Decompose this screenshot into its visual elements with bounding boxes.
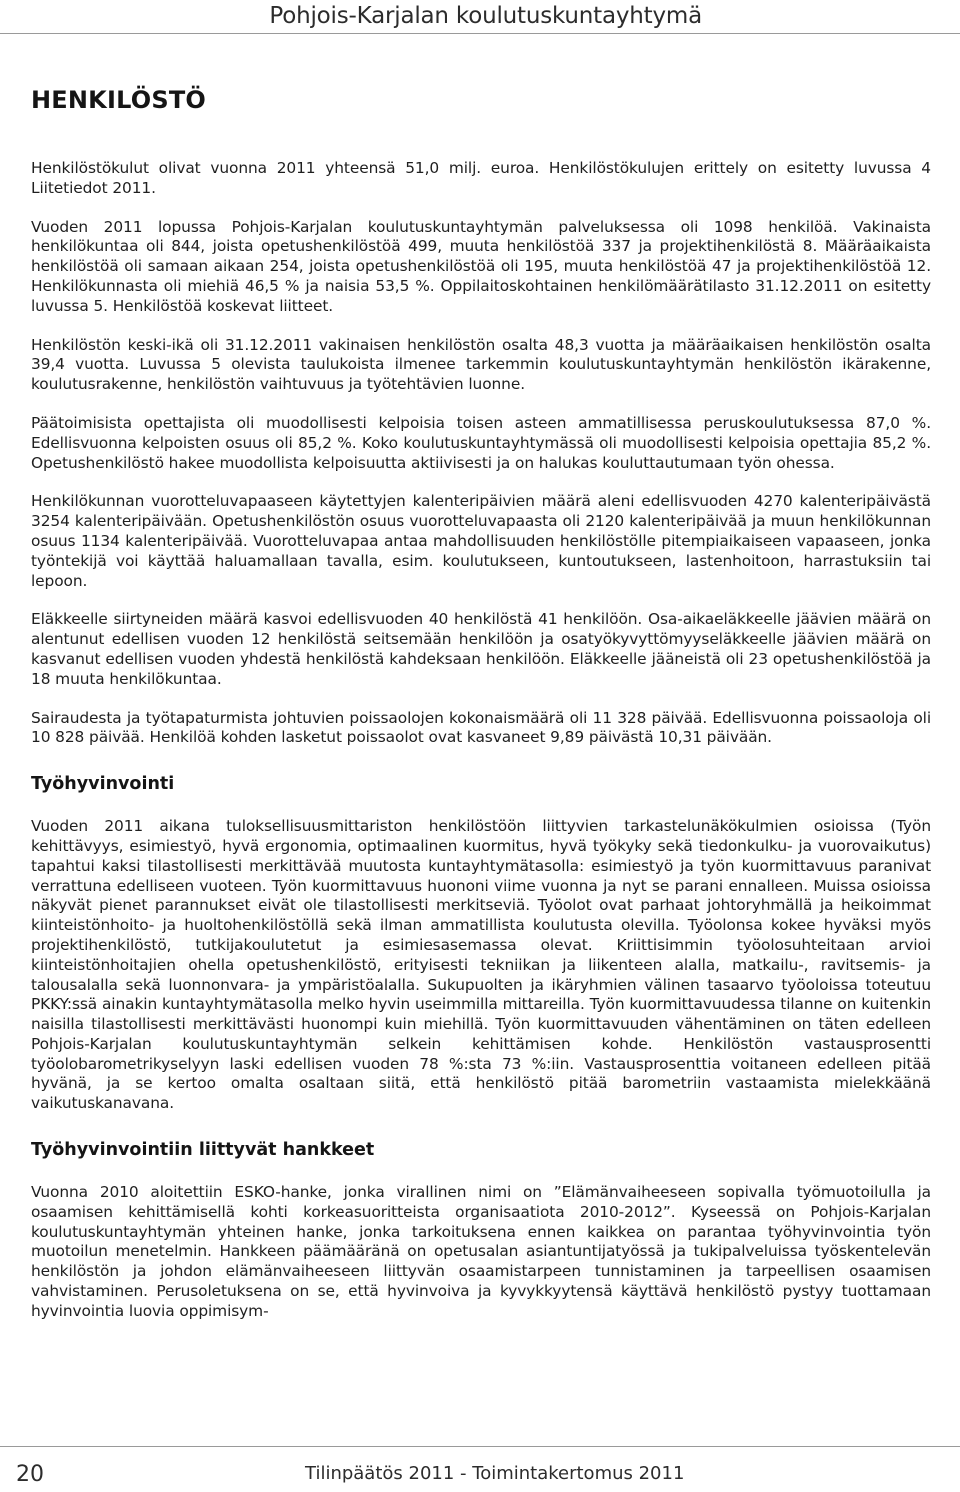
page-content <box>31 86 931 1341</box>
paragraph-teacher-qualifications: Päätoimisista opettajista oli muodollisesti kelpoisia toisen asteen ammatillisessa peruskoulutuksessa 87,0 %. Edellisvuonna kelpoisten osuus oli 85,2 %. Koko koulutuskuntayhtymässä oli muodollisesti kelpoisia opettajia 85,2 %. Opetushenkilöstö hakee muodollista kelpoisuutta aktiivisesti ja on halukas kouluttautumaan työn ohessa. <box>31 413 931 472</box>
footer-title: Tilinpäätös 2011 - Toimintakertomus 2011 <box>305 1463 685 1484</box>
footer-divider <box>0 1446 960 1447</box>
projects-heading: Työhyvinvointiin liittyvät hankkeet <box>31 1140 375 1161</box>
paragraph-job-alternation-leave: Henkilökunnan vuorotteluvapaaseen käytettyjen kalenteripäivien määrä aleni edellisvuoden 4270 kalenteripäivästä 3254 kalenteripäivään. Opetushenkilöstön osuus vuorotteluvapaasta oli 2120 kalenteripäivää ja muun henkilökunnan osuus 1134 kalenteripäivää. Vuorotteluvapaa antaa mahdollisuuden henkilöstölle pitempiaikaiseen vapaaseen, jonka työntekijä voi käyttää haluamallaan tavalla, esim. koulutukseen, kuntoutukseen, lastenhoitoon, harrastuksiin tai lepoon. <box>31 492 931 590</box>
paragraph-retirement: Eläkkeelle siirtyneiden määrä kasvoi edellisvuoden 40 henkilöstä 41 henkilöön. Osa-aikaeläkkeelle jäävien määrä on alentunut edellisen vuoden 12 henkilöstä seitsemään henkilöön ja osatyökyvyttömyyseläkkeelle jäävien määrä on kasvanut edellisen vuoden yhdestä henkilöstä kahdeksaan henkilöön. Eläkkeelle jääneistä oli 23 opetushenkilöstöä ja 18 muuta henkilökuntaa. <box>31 610 931 688</box>
section-title: HENKILÖSTÖ <box>31 86 206 114</box>
paragraph-personnel-costs: Henkilöstökulut olivat vuonna 2011 yhteensä 51,0 milj. euroa. Henkilöstökulujen erittely on esitetty luvussa 4 Liitetiedot 2011. <box>31 159 931 197</box>
page-header <box>0 0 960 34</box>
paragraph-wellbeing: Vuoden 2011 aikana tuloksellisuusmittariston henkilöstöön liittyvien tarkastelunäkökulmien osioissa (Työn kehittävyys, esimiestyö, hyvä ergonomia, optimaalinen kuormitus, hyvä työkyky sekä tiedonkulku- ja vuorovaikutus) tapahtui kaksi tilastollisesti merkittävää muutosta kuntayhtymätasolla: esimiestyö ja työn kuormittavuus paranivat verrattuna edelliseen vuoteen. Työn kuormittavuus huononi viime vuonna ja nyt se parani ennalleen. Muissa osioissa näkyvät pienet parannukset eivät ole tilastollisesti merkitseviä. Työolot ovat parhaat johtoryhmällä ja heikoimmat kiinteistönhoito- ja huoltohenkilöstöllä sekä ilman ammatillista koulutusta olevilla. Työolonsa kokee hyväksi myös projektihenkilöstö, tutkijakoulutetut ja esimiesasemassa olevat. Kriittisimmin työolosuhteitaan arvioi kiinteistönhoitajien ohella opetushenkilöstö, erityisesti tekniikan ja liikenteen alalla, matkailu-, ravitsemis- ja talousalalla sekä luonnonvara- ja ympäristöalalla. Sukupuolten ja ikäryhmien välinen tasaarvo työoloissa toteutuu PKKY:ssä ainakin kuntayhtymätasolla melko hyvin useimmilla mittareilla. Työn kuormittavuudessa tilanne on kuitenkin naisilla tilastollisesti merkittävästi huonompi kuin miehillä. Työn kuormittavuuden vähentäminen on täten edelleen Pohjois-Karjalan koulutuskuntayhtymän selkein kehittämisen kohde. Henkilöstön vastausprosentti työolobarometrikyselyyn laski edellisen vuoden 78 %:sta 73 %:iin. Vastausprosenttia voitaneen edelleen pitää hyvänä, ja se kertoo omalta osaltaan siitä, että henkilöstö pitää barometriin vastaamista mielekkäänä vaikutuskanavana. <box>31 817 931 1113</box>
paragraph-sick-leave: Sairaudesta ja työtapaturmista johtuvien poissaolojen kokonaismäärä oli 11 328 päivää. Edellisvuonna poissaoloja oli 10 828 päivää. Henkilöä kohden lasketut poissaolot ovat kasvaneet 9,89 päivästä 10,31 päivään. <box>31 708 931 747</box>
paragraph-projects: Vuonna 2010 aloitettiin ESKO-hanke, jonka virallinen nimi on ”Elämänvaiheeseen sopivalla työmuotoilulla ja osaamisen kehittämisellä kohti korkeasuoritteista organisaatiota 2010-2012”. Kyseessä on Pohjois-Karjalan koulutuskuntayhtymän yhteinen hanke, jonka tarkoituksena ennen kaikkea on parantaa työhyvinvointia työn muotoilun menetelmin. Hankkeen päämääränä on opetusalan asiantuntijatyössä ja tukipalveluissa työskentelevän henkilöstön ja johdon elämänvaiheeseen liittyvän osaamistarpeen tunnistaminen ja tarpeellisen osaamisen vahvistaminen. Perusoletuksena on se, että hyvinvoiva ja kyvykkyytensä käyttävä henkilöstö pystyy tuottamaan hyvinvointia luovia oppimisym- <box>31 1183 931 1320</box>
paragraph-headcount: Vuoden 2011 lopussa Pohjois-Karjalan koulutuskuntayhtymän palveluksessa oli 1098 henkilöä. Vakinaista henkilökuntaa oli 844, joista opetushenkilöstöä 499, muuta henkilöstöä 337 ja projektihenkilöstä 8. Määräaikaista henkilöstöä oli samaan aikaan 254, joista opetushenkilöstöä oli 195, muuta henkilöstöä 47 ja projektihenkilöstöä 12. Henkilökunnasta oli miehiä 46,5 % ja naisia 53,5 %. Oppilaitoskohtainen henkilömäärätilasto 31.12.2011 on esitetty luvussa 5. Henkilöstöä koskevat liitteet. <box>31 217 931 315</box>
wellbeing-heading: Työhyvinvointi <box>31 774 175 795</box>
paragraph-average-age: Henkilöstön keski-ikä oli 31.12.2011 vakinaisen henkilöstön osalta 48,3 vuotta ja määräaikaisen henkilöstön osalta 39,4 vuotta. Luvussa 5 olevista taulukoista ilmenee tarkemmin koulutuskuntayhtymän henkilöstön ikärakenne, koulutusrakenne, henkilöstön vaihtuvuus ja työtehtävien luonne. <box>31 335 931 394</box>
header-title: Pohjois-Karjalan koulutuskuntayhtymä <box>269 3 702 29</box>
page-number: 20 <box>16 1462 44 1487</box>
